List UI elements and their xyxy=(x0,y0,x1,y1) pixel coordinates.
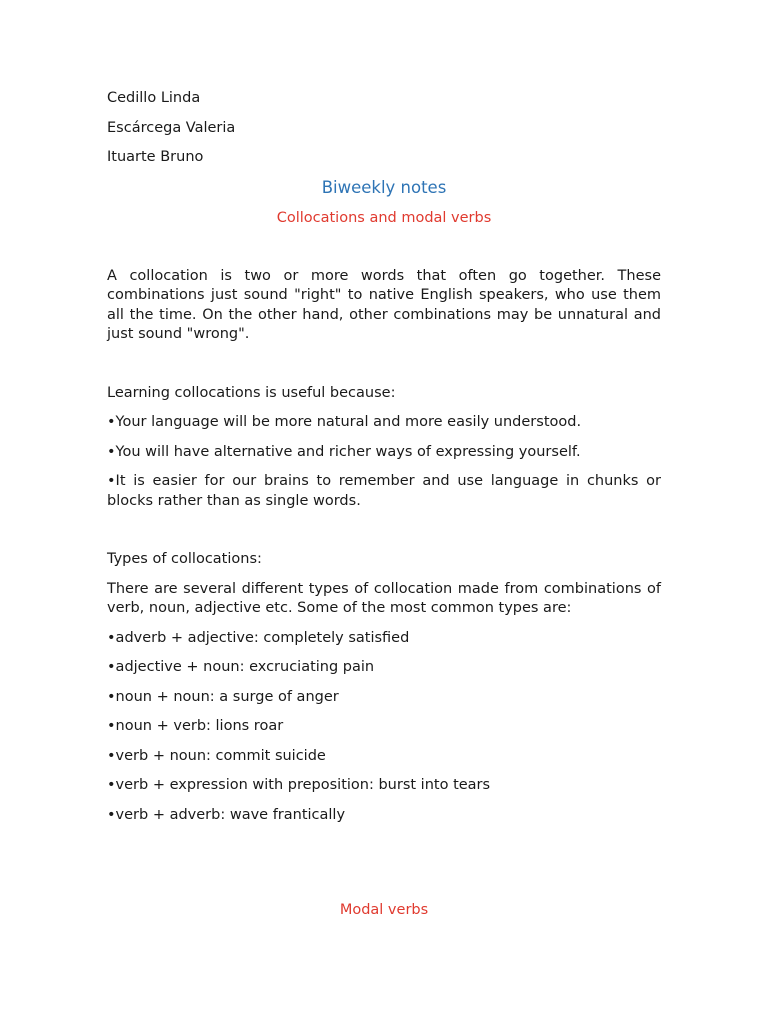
collocation-type-item: •noun + noun: a surge of anger xyxy=(107,688,339,705)
collocation-type-item: •adverb + adjective: completely satisfied xyxy=(107,629,410,646)
author-name: Ituarte Bruno xyxy=(107,149,204,165)
types-heading: Types of collocations: xyxy=(107,551,262,567)
collocation-type-item: •noun + verb: lions roar xyxy=(107,718,284,734)
collocation-type-item: •verb + noun: commit suicide xyxy=(107,747,326,764)
document-title: Biweekly notes xyxy=(321,177,447,197)
document-subtitle: Collocations and modal verbs xyxy=(276,210,492,226)
benefit-item: •You will have alternative and richer ways of expressing yourself. xyxy=(107,443,581,460)
section-heading-modal-verbs: Modal verbs xyxy=(339,902,429,918)
types-intro-paragraph: There are several different types of collocation made from combinations of verb, noun, adjective etc. Some of the most common types are: xyxy=(107,580,661,616)
benefit-item: •Your language will be more natural and more easily understood. xyxy=(107,414,582,430)
intro-paragraph: A collocation is two or more words that often go together. These combinations just sound "right" to native English speakers, who use them all the time. On the other hand, other combinations may be unnatural and just sound "wrong". xyxy=(107,267,661,342)
collocation-type-item: •verb + expression with preposition: burst into tears xyxy=(107,777,491,793)
document-page xyxy=(107,89,661,835)
author-name: Cedillo Linda xyxy=(107,90,201,106)
collocation-type-item: •verb + adverb: wave frantically xyxy=(107,806,346,823)
collocation-type-item: •adjective + noun: excruciating pain xyxy=(107,659,375,675)
benefits-heading: Learning collocations is useful because: xyxy=(107,384,396,401)
benefit-item: •It is easier for our brains to remember and use language in chunks or blocks rather than as single words. xyxy=(107,473,661,509)
author-name: Escárcega Valeria xyxy=(107,119,236,136)
